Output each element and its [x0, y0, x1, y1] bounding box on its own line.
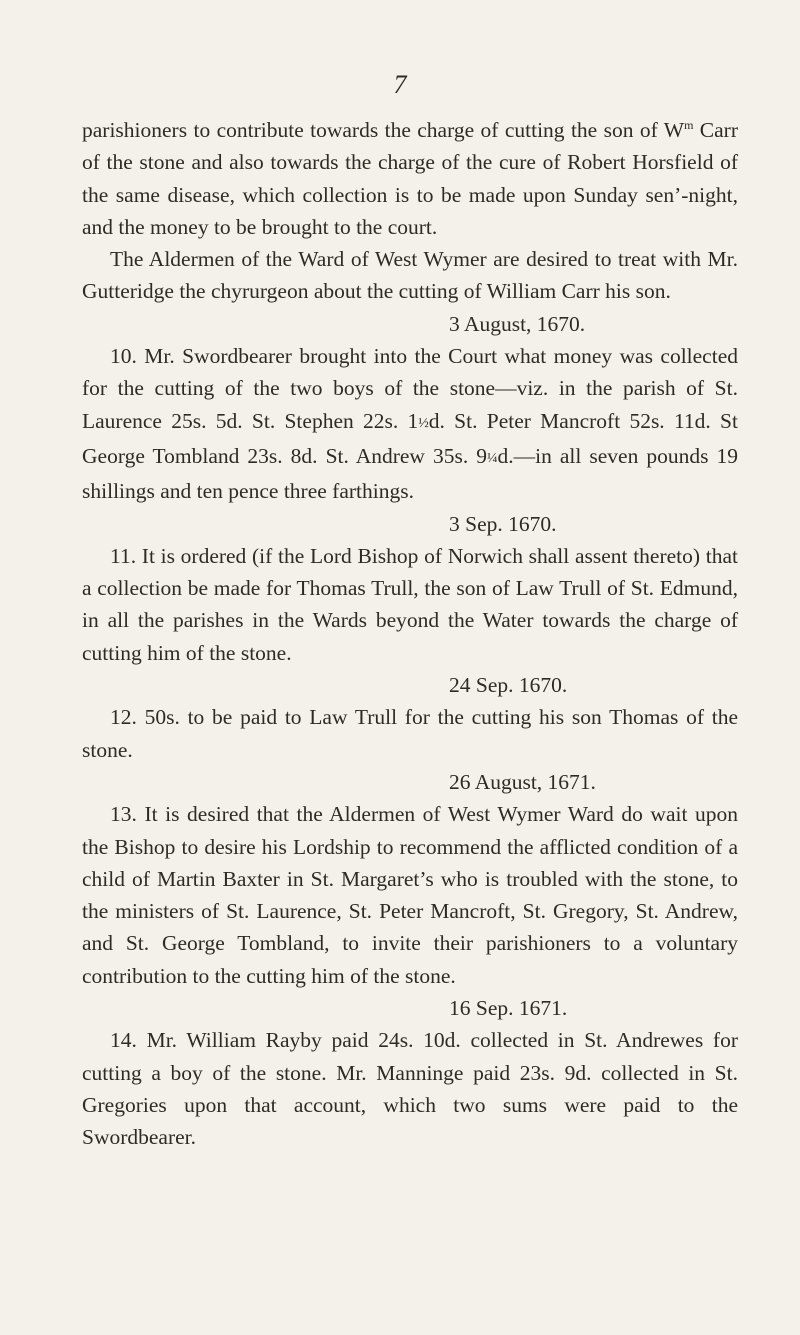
- paragraph-entry-10: [82, 340, 738, 507]
- page-number: 7: [393, 70, 407, 99]
- paragraph-continuation: [82, 114, 738, 243]
- fraction: ¼: [487, 450, 498, 466]
- paragraph-aldermen-resolution: The Aldermen of the Ward of West Wymer are desired to treat with Mr. Gutteridge the chyrurgeon about the cutting of William Carr his son.: [82, 247, 738, 304]
- paragraph-text: 10. Mr. Swordbearer brought into the Court what money was collected for the cutting of the two boys of the stone—viz. in the parish of St. Laurence 25s. 5d. St. Stephen 22s. 1: [82, 344, 738, 433]
- paragraph-text: d.—in all seven pounds 19 shillings and ten pence three farthings.: [82, 443, 738, 504]
- paragraph-text: Carr of the stone and also towards the charge of the cure of Robert Horsfield of the same disease, which collection is to be made upon Sunday sen’-night, and the money to be brought to the court.: [82, 118, 738, 239]
- paragraph-text: parishioners to contribute towards the charge of cutting the son of W: [82, 118, 685, 142]
- entry-date: 26 August, 1671.: [449, 769, 596, 794]
- entry-date: 16 Sep. 1671.: [449, 996, 568, 1021]
- document-body: [82, 114, 738, 1154]
- fraction: ½: [418, 415, 429, 431]
- entry-date: 24 Sep. 1670.: [449, 673, 568, 698]
- entry-date: 3 Sep. 1670.: [449, 511, 557, 536]
- paragraph-entry-14: 14. Mr. William Rayby paid 24s. 10d. collected in St. Andrewes for cutting a boy of the stone. Mr. Manninge paid 23s. 9d. collected in St. Gregories upon that account, which two sums were paid to the Swordbearer.: [82, 1028, 738, 1150]
- superscript-abbreviation: m: [684, 118, 694, 132]
- paragraph-entry-12: 12. 50s. to be paid to Law Trull for the cutting his son Thomas of the stone.: [82, 705, 738, 762]
- paragraph-text: d. St. Peter Mancroft 52s. 11d. St George Tombland 23s. 8d. St. Andrew 35s. 9: [82, 408, 738, 468]
- entry-date: 3 August, 1670.: [449, 311, 586, 336]
- paragraph-entry-13: 13. It is desired that the Aldermen of West Wymer Ward do wait upon the Bishop to desire his Lordship to recommend the afflicted condition of a child of Martin Baxter in St. Margaret’s who is troubled with the stone, to the ministers of St. Laurence, St. Peter Mancroft, St. Gregory, St. Andrew, and St. George Tombland, to invite their parishioners to a voluntary contribution to the cutting him of the stone.: [82, 802, 738, 988]
- paragraph-entry-11: 11. It is ordered (if the Lord Bishop of Norwich shall assent thereto) that a collection be made for Thomas Trull, the son of Law Trull of St. Edmund, in all the parishes in the Wards beyond the Water towards the charge of cutting him of the stone.: [82, 543, 738, 665]
